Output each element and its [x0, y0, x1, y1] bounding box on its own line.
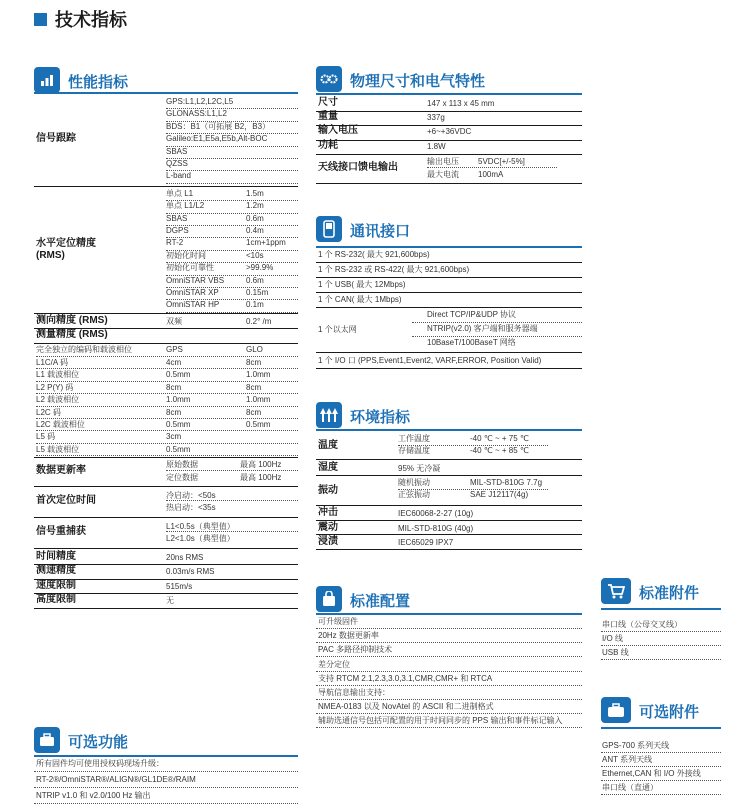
vibration-type: 随机振动: [398, 478, 430, 487]
perf-underline: [34, 92, 298, 94]
jolt-label: 震动: [318, 521, 338, 533]
row-divider: [34, 313, 298, 314]
row-dotted-divider: [601, 659, 721, 660]
h-accuracy-mode: 初始化可靠性: [166, 263, 214, 273]
altitude-limit-value: 无: [166, 596, 174, 606]
h-accuracy-mode: SBAS: [166, 213, 188, 223]
comm-port: 1 个 RS-232 或 RS-422( 最大 921,600bps): [318, 265, 470, 274]
row-dotted-divider: [316, 642, 582, 643]
optional-accessory: 串口线（直通）: [602, 783, 658, 792]
meas-glo-value: 1.0mm: [246, 370, 271, 380]
ttff-value: 冷启动：<50s: [166, 491, 216, 500]
row-dotted-divider: [36, 406, 298, 407]
measurement-accuracy-label: 测量精度 (RMS): [36, 329, 108, 341]
time-accuracy-label: 时间精度: [36, 550, 76, 562]
standard-item: PAC 多路径抑制技术: [318, 645, 393, 655]
row-dotted-divider: [427, 167, 557, 168]
comm-port: 1 个 CAN( 最大 1Mbps): [318, 295, 402, 304]
perf-header: 性能指标: [34, 67, 128, 93]
standard-accessory: USB 线: [602, 648, 629, 657]
temperature-value: -40 ℃ ~ + 85 ℃: [470, 446, 529, 455]
opt-acc-header: 可选附件: [601, 697, 699, 723]
standard-item: 20Hz 数据更新率: [318, 631, 379, 641]
row-divider: [316, 459, 582, 460]
tracking-item: QZSS: [166, 159, 188, 168]
standard-accessory: 串口线（公母交叉线）: [602, 620, 682, 629]
title-square-icon: [34, 13, 47, 26]
tracking-item: GPS:L1,L2,L2C,L5: [166, 97, 234, 106]
row-divider: [316, 505, 582, 506]
meas-signal: L1 载波相位: [36, 370, 80, 380]
io-port: 1 个 I/O 口 (PPS,Event1,Event2, VARF,ERROR, Position Valid): [318, 356, 542, 365]
row-dotted-divider: [316, 671, 582, 672]
row-dotted-divider: [34, 771, 298, 772]
optional-header: 可选功能: [34, 727, 128, 753]
row-dotted-divider: [36, 381, 298, 382]
meas-gps-value: 3cm: [166, 432, 182, 442]
row-dotted-divider: [36, 455, 298, 456]
update-type: 原始数据: [166, 460, 198, 470]
ethernet-feature: Direct TCP/IP&UDP 协议: [427, 310, 517, 319]
row-dotted-divider: [316, 713, 582, 714]
h-accuracy-value: 0.4m: [246, 226, 264, 235]
altitude-limit-label: 高度限制: [36, 594, 76, 606]
reacq-value: L1<0.5s（典型值）: [166, 521, 235, 531]
meas-gps-value: 8cm: [166, 382, 182, 392]
physical-underline: [316, 93, 582, 95]
shock-value: IEC60068-2-27 (10g): [398, 509, 474, 518]
optional-underline: [34, 755, 298, 757]
row-dotted-divider: [34, 803, 298, 804]
antenna-param: 输出电压: [427, 156, 459, 166]
physical-label: 尺寸: [318, 97, 338, 108]
h-accuracy-value: 0.6m: [246, 275, 264, 285]
tracking-label: 信号跟踪: [36, 133, 76, 145]
meas-signal: L1C/A 码: [36, 358, 69, 367]
row-dotted-divider: [36, 430, 298, 431]
meas-glo-value: 8cm: [246, 382, 262, 392]
row-divider: [34, 457, 298, 458]
row-divider: [34, 186, 298, 187]
row-divider: [316, 475, 582, 476]
standard-item: NMEA-0183 以及 NovAtel 的 ASCII 和二进制格式: [318, 702, 494, 712]
temperature-type: 存储温度: [398, 446, 430, 455]
meas-glo-value: 8cm: [246, 358, 262, 367]
row-divider: [316, 534, 582, 535]
immersion-label: 浸渍: [318, 536, 338, 547]
row-dotted-divider: [601, 645, 721, 646]
h-accuracy-mode: OmniSTAR XP: [166, 288, 219, 297]
antenna-value: 5VDC[+/-5%]: [478, 156, 525, 166]
row-divider: [316, 277, 582, 278]
row-divider: [316, 368, 582, 369]
standard-item: 可升级固件: [318, 617, 358, 626]
h-accuracy-mode: OmniSTAR VBS: [166, 275, 225, 285]
physical-header: 物理尺寸和电气特性: [316, 66, 485, 92]
physical-value: 337g: [427, 113, 445, 123]
meas-signal: L5 载波相位: [36, 444, 80, 454]
update-value: 最高 100Hz: [240, 460, 282, 470]
row-divider: [316, 154, 582, 155]
row-divider: [316, 307, 582, 308]
reacq-value: L2<1.0s（典型值）: [166, 534, 235, 544]
h-accuracy-value: 1.2m: [246, 201, 264, 211]
phone-icon: [316, 216, 342, 242]
row-dotted-divider: [316, 699, 582, 700]
h-accuracy-value: 1.5m: [246, 188, 264, 198]
ethernet-label: 1 个以太网: [318, 325, 357, 334]
page-title: 技术指标: [34, 6, 127, 32]
standard-header: 标准配置: [316, 586, 410, 612]
row-dotted-divider: [601, 631, 721, 632]
std-acc-header: 标准附件: [601, 578, 699, 604]
h-accuracy-mode: DGPS: [166, 226, 189, 235]
row-dotted-divider: [601, 794, 721, 795]
opt-acc-underline: [601, 727, 721, 729]
row-dotted-divider: [601, 780, 721, 781]
ttff-value: 热启动：<35s: [166, 503, 216, 513]
immersion-value: IEC65029 IPX7: [398, 538, 454, 547]
row-dotted-divider: [34, 787, 298, 788]
bar-chart-icon: [34, 67, 60, 93]
meas-signal: L5 码: [36, 432, 56, 442]
velocity-accuracy-value: 0.03m/s RMS: [166, 567, 215, 577]
row-dotted-divider: [316, 685, 582, 686]
shock-label: 冲击: [318, 507, 338, 518]
physical-label: 功耗: [318, 139, 338, 151]
speed-limit-value: 515m/s: [166, 581, 193, 591]
row-divider: [34, 608, 298, 609]
antenna-param: 最大电流: [427, 169, 459, 179]
meas-gps-value: 1.0mm: [166, 395, 191, 405]
meas-header-glo: GLO: [246, 344, 263, 354]
standard-underline: [316, 613, 582, 615]
h-accuracy-value: 0.15m: [246, 288, 269, 297]
meas-gps-value: 0.5mm: [166, 444, 191, 454]
update-type: 定位数据: [166, 472, 198, 482]
bag-icon: [316, 586, 342, 612]
update-rate-label: 数据更新率: [36, 464, 86, 476]
row-divider: [316, 111, 582, 112]
h-accuracy-mode: 单点 L1/L2: [166, 201, 205, 211]
comm-port: 1 个 RS-232( 最大 921,600bps): [318, 250, 430, 259]
row-dotted-divider: [412, 322, 582, 323]
gears-icon: [316, 66, 342, 92]
reacq-label: 信号重捕获: [36, 526, 86, 538]
briefcase-icon: [34, 727, 60, 753]
standard-item: 支持 RTCM 2.1,2.3,3.0,3.1,CMR,CMR+ 和 RTCA: [318, 673, 493, 683]
optional-item: 所有固件均可使用授权码现场升级：: [36, 759, 164, 768]
row-divider: [316, 262, 582, 263]
row-dotted-divider: [166, 500, 298, 501]
meas-gps-value: 0.5mm: [166, 370, 191, 380]
meas-gps-value: 0.5mm: [166, 420, 191, 429]
row-dotted-divider: [316, 727, 582, 728]
h-accuracy-label-rms: (RMS): [36, 249, 65, 261]
optional-accessory: ANT 系列天线: [602, 755, 653, 764]
case-icon: [601, 697, 631, 723]
vibration-value: MIL-STD-810G 7.7g: [470, 478, 543, 487]
row-dotted-divider: [36, 356, 298, 357]
tracking-item: GLONASS:L1,L2: [166, 109, 227, 119]
physical-value: +6~+36VDC: [427, 127, 472, 137]
row-divider: [34, 517, 298, 518]
antenna-value: 100mA: [478, 169, 504, 179]
standard-accessory: I/O 线: [602, 634, 623, 643]
meas-header-gps: GPS: [166, 344, 183, 354]
row-dotted-divider: [412, 336, 582, 337]
optional-accessory: GPS-700 系列天线: [602, 741, 670, 750]
row-dotted-divider: [601, 752, 721, 753]
meas-gps-value: 4cm: [166, 358, 182, 367]
temperature-value: -40 ℃ ~ + 75 ℃: [470, 434, 529, 443]
h-accuracy-mode: 初始化时间: [166, 250, 206, 260]
h-accuracy-value: 1cm+1ppm: [246, 238, 286, 248]
row-divider: [316, 140, 582, 141]
standard-item: 辅助选通信号包括可配置的用于时间同步的 PPS 输出和事件标记输入: [318, 716, 563, 726]
h-accuracy-mode: 单点 L1: [166, 188, 194, 198]
optional-accessory: Ethernet,CAN 和 I/O 外接线: [602, 769, 701, 778]
heading-mode: 双频: [166, 316, 182, 326]
row-divider: [34, 486, 298, 487]
row-divider: [316, 183, 582, 184]
row-divider: [316, 520, 582, 521]
temperature-label: 温度: [318, 440, 338, 451]
trees-icon: [316, 402, 342, 428]
row-dotted-divider: [166, 183, 298, 184]
row-dotted-divider: [36, 418, 298, 419]
row-divider: [316, 549, 582, 550]
meas-signal: L2C 载波相位: [36, 420, 85, 429]
std-acc-underline: [601, 608, 721, 610]
velocity-accuracy-label: 测速精度: [36, 565, 76, 577]
tracking-item: SBAS: [166, 146, 188, 156]
ethernet-feature: 10BaseT/100BaseT 网络: [427, 338, 516, 347]
optional-item: NTRIP v1.0 和 v2.0/100 Hz 输出: [36, 791, 151, 800]
vibration-value: SAE J12117(4g): [470, 490, 529, 499]
vibration-type: 正弦振动: [398, 490, 430, 499]
comm-header: 通讯接口: [316, 216, 410, 242]
row-divider: [34, 548, 298, 549]
row-dotted-divider: [316, 656, 582, 657]
row-dotted-divider: [601, 766, 721, 767]
speed-limit-label: 速度限制: [36, 579, 76, 591]
h-accuracy-value: >99.9%: [246, 263, 274, 273]
meas-glo-value: 1.0mm: [246, 395, 271, 405]
heading-value: 0.2° /m: [246, 316, 272, 326]
comm-port: 1 个 USB( 最大 12Mbps): [318, 280, 406, 289]
meas-gps-value: 8cm: [166, 407, 182, 417]
physical-label: 重量: [318, 111, 338, 123]
row-dotted-divider: [316, 628, 582, 629]
row-divider: [316, 352, 582, 353]
h-accuracy-value: <10s: [246, 250, 264, 260]
temperature-type: 工作温度: [398, 434, 430, 443]
row-dotted-divider: [36, 443, 298, 444]
vibration-label: 振动: [318, 485, 338, 496]
row-dotted-divider: [166, 470, 298, 471]
heading-accuracy-label: 测向精度 (RMS): [36, 314, 108, 326]
ethernet-feature: NTRIP(v2.0) 客户端和服务器端: [427, 324, 538, 333]
optional-item: RT-2®/OmniSTAR®/ALIGN®/GL1DE®/RAIM: [36, 775, 196, 784]
update-value: 最高 100Hz: [240, 472, 282, 482]
physical-label: 输入电压: [318, 125, 358, 137]
row-dotted-divider: [166, 531, 298, 532]
row-divider: [34, 343, 298, 344]
h-accuracy-value: 0.6m: [246, 213, 264, 223]
humidity-label: 湿度: [318, 462, 338, 473]
h-accuracy-value: 0.1m: [246, 300, 264, 310]
standard-item: 导航信息输出支持：: [318, 688, 390, 697]
time-accuracy-value: 20ns RMS: [166, 552, 204, 562]
ttff-label: 首次定位时间: [36, 495, 96, 507]
tracking-item: BDS：B1（可拓展 B2，B3）: [166, 121, 271, 131]
meas-header-label: 完全独立的编码和载波相位: [36, 344, 132, 354]
h-accuracy-mode: RT-2: [166, 238, 184, 248]
h-accuracy-label: 水平定位精度: [36, 237, 96, 249]
tracking-item: Galileo:E1,E5a,E5b,Alt-BOC: [166, 134, 268, 144]
meas-signal: L2C 码: [36, 407, 61, 417]
meas-signal: L2 P(Y) 码: [36, 382, 74, 392]
antenna-label: 天线接口馈电输出: [318, 162, 398, 174]
env-header: 环境指标: [316, 402, 410, 428]
env-underline: [316, 429, 582, 431]
meas-signal: L2 载波相位: [36, 395, 80, 405]
standard-item: 差分定位: [318, 659, 350, 669]
jolt-value: MIL-STD-810G (40g): [398, 523, 474, 533]
meas-glo-value: 8cm: [246, 407, 262, 417]
row-divider: [316, 292, 582, 293]
physical-value: 147 x 113 x 45 mm: [427, 99, 495, 108]
humidity-value: 95% 无冷凝: [398, 464, 441, 473]
physical-value: 1.8W: [427, 141, 446, 151]
tracking-item: L-band: [166, 171, 191, 181]
comm-underline: [316, 246, 582, 248]
h-accuracy-mode: OmniSTAR HP: [166, 300, 220, 310]
meas-glo-value: 0.5mm: [246, 420, 271, 429]
cart-icon: [601, 578, 631, 604]
